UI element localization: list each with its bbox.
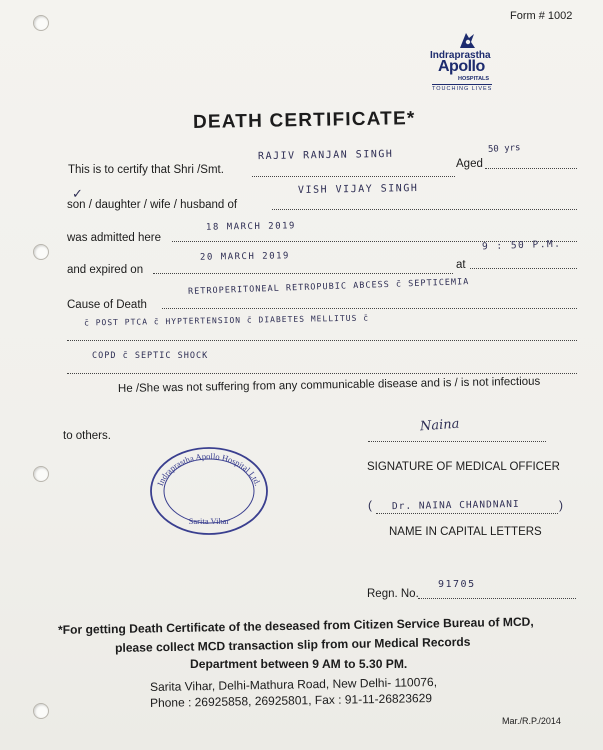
logo-emblem-icon <box>456 30 478 52</box>
hospital-seal-stamp <box>148 445 270 537</box>
punch-hole-upper-middle <box>33 244 49 260</box>
name-capital-label: NAME IN CAPITAL LETTERS <box>389 526 542 538</box>
father-name: VISH VIJAY SINGH <box>297 182 419 197</box>
logo-line2: Apollo <box>438 58 485 75</box>
hospital-logo <box>430 30 510 92</box>
hospital-phone-fax: Phone : 26925858, 26925801, Fax : 91-11-26823629 <box>149 691 433 710</box>
mcd-note-line2: please collect MCD transaction slip from our Medical Records <box>114 634 471 655</box>
expiry-time: 9 : 50 P.M. <box>481 238 562 253</box>
punch-hole-lower-middle <box>33 466 49 482</box>
cause-of-death-line1: RETROPERITONEAL RETROPUBIC ABCESS c̄ SEPTICEMIA <box>187 277 470 297</box>
aged-label: Aged <box>456 158 483 170</box>
logo-tagline: TOUCHING LIVES <box>432 86 493 92</box>
svg-text:Indraprastha Apollo Hospital L <box>155 451 263 487</box>
statement-line1: He /She was not suffering from any communicable disease and is / is not infectious <box>117 375 541 395</box>
expiry-date: 20 MARCH 2019 <box>199 251 291 263</box>
certificate-title: DEATH CERTIFICATE* <box>192 108 416 133</box>
punch-hole-top <box>33 15 49 31</box>
punch-hole-bottom <box>33 703 49 719</box>
logo-line1: Indraprastha <box>430 50 491 61</box>
mcd-note-line1: *For getting Death Certificate of the deseased from Citizen Service Bureau of MCD, <box>57 614 534 637</box>
medical-officer-name: ( Dr. NAINA CHANDNANI ) <box>368 498 563 513</box>
regn-label: Regn. No. <box>367 588 419 600</box>
statement-line2: to others. <box>63 430 111 442</box>
form-number: Form # 1002 <box>510 10 573 22</box>
medical-officer-name-value: Dr. NAINA CHANDNANI <box>391 498 520 513</box>
mcd-note-line3: Department between 9 AM to 5.30 PM. <box>190 657 408 671</box>
deceased-name: RAJIV RANJAN SINGH <box>257 148 394 163</box>
cause-of-death-label: Cause of Death <box>67 299 147 311</box>
regn-number: 91705 <box>438 579 476 590</box>
expired-label: and expired on <box>67 264 144 276</box>
seal-bottom-text: Sarita Vihar <box>188 516 230 526</box>
hospital-address: Sarita Vihar, Delhi-Mathura Road, New Delhi- 110076, <box>149 674 438 694</box>
admission-date: 18 MARCH 2019 <box>205 221 297 233</box>
at-label: at <box>456 259 466 271</box>
seal-top-text: Indraprastha Apollo Hospital Ltd. <box>154 450 264 488</box>
relation-label: son / daughter / wife / husband of <box>67 199 238 211</box>
cause-of-death-line3: COPD c̄ SEPTIC SHOCK <box>92 351 209 361</box>
admitted-label: was admitted here <box>67 232 161 244</box>
certify-label: This is to certify that Shri /Smt. <box>68 164 224 176</box>
logo-line3: HOSPITALS <box>458 76 490 82</box>
signature-label: SIGNATURE OF MEDICAL OFFICER <box>367 461 560 473</box>
signature-scribble: Naina <box>419 416 460 435</box>
footer-code: Mar./R.P./2014 <box>502 716 561 726</box>
relation-tick-mark: ✓ <box>72 186 83 201</box>
cause-of-death-line2: c̄ POST PTCA c̄ HYPTERTENSION c̄ DIABETES MELLITUS c̄ <box>83 313 370 328</box>
deceased-age: 50 yrs <box>487 143 521 155</box>
